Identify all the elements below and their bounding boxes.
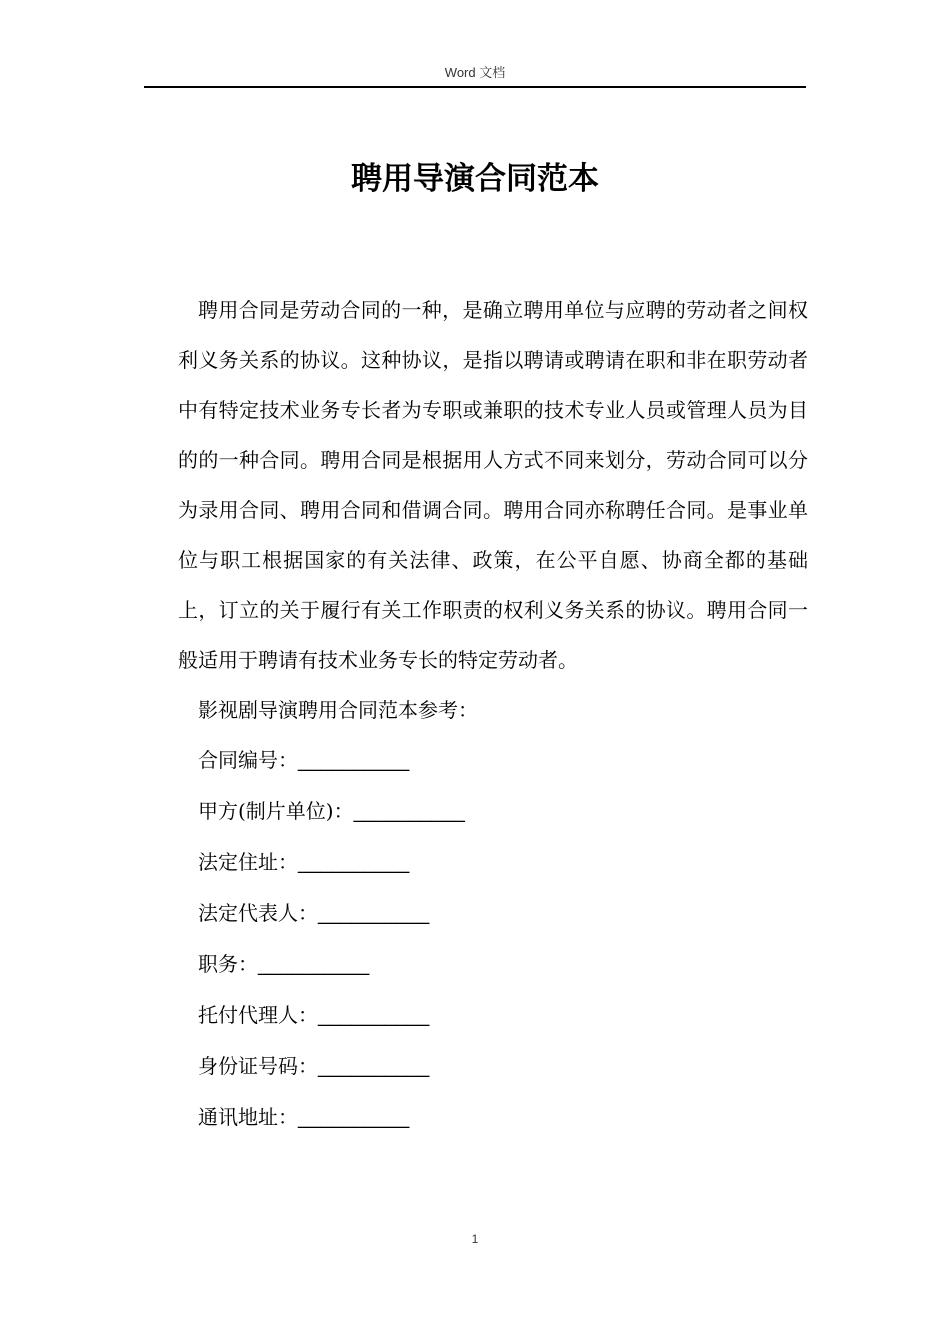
field-blank: __________ <box>258 954 370 976</box>
field-contract-number <box>178 735 808 786</box>
field-id-number <box>178 1041 808 1092</box>
field-label: 合同编号： <box>198 748 298 772</box>
field-position <box>178 939 808 990</box>
field-legal-representative <box>178 888 808 939</box>
field-label: 甲方(制片单位)： <box>198 799 354 823</box>
reference-heading: 影视剧导演聘用合同范本参考： <box>198 698 478 722</box>
field-label: 身份证号码： <box>198 1054 318 1078</box>
field-mailing-address <box>178 1092 808 1143</box>
field-blank: __________ <box>298 750 410 772</box>
field-label: 法定代表人： <box>198 901 318 925</box>
field-blank: __________ <box>298 1107 410 1129</box>
field-blank: __________ <box>318 1056 430 1078</box>
field-label: 法定住址： <box>198 850 298 874</box>
field-label: 职务： <box>198 952 258 976</box>
field-blank: __________ <box>318 1005 430 1027</box>
page-number: 1 <box>471 1232 479 1246</box>
intro-paragraph: 聘用合同是劳动合同的一种，是确立聘用单位与应聘的劳动者之间权利义务关系的协议。这种协议，是指以聘请或聘请在职和非在职劳动者中有特定技术业务专长者为专职或兼职的技术专业人员或管理人员为目的的一种合同。聘用合同是根据用人方式不同来划分，劳动合同可以分为录用合同、聘用合同和借调合同。聘用合同亦称聘任合同。是事业单位与职工根据国家的有关法律、政策，在公平自愿、协商全都的基础上，订立的关于履行有关工作职责的权利义务关系的协议。聘用合同一般适用于聘请有技术业务专长的特定劳动者。 <box>178 298 808 672</box>
document-title: 聘用导演合同范本 <box>351 161 599 197</box>
field-label: 通讯地址： <box>198 1105 298 1129</box>
document-body <box>178 285 808 1143</box>
field-label: 托付代理人： <box>198 1003 318 1027</box>
page-header: Word 文档 <box>444 65 506 80</box>
field-legal-address <box>178 837 808 888</box>
field-party-a <box>178 786 808 837</box>
field-blank: __________ <box>318 903 430 925</box>
field-blank: __________ <box>298 852 410 874</box>
field-blank: __________ <box>353 801 465 823</box>
field-authorized-agent <box>178 990 808 1041</box>
header-rule <box>144 86 806 88</box>
